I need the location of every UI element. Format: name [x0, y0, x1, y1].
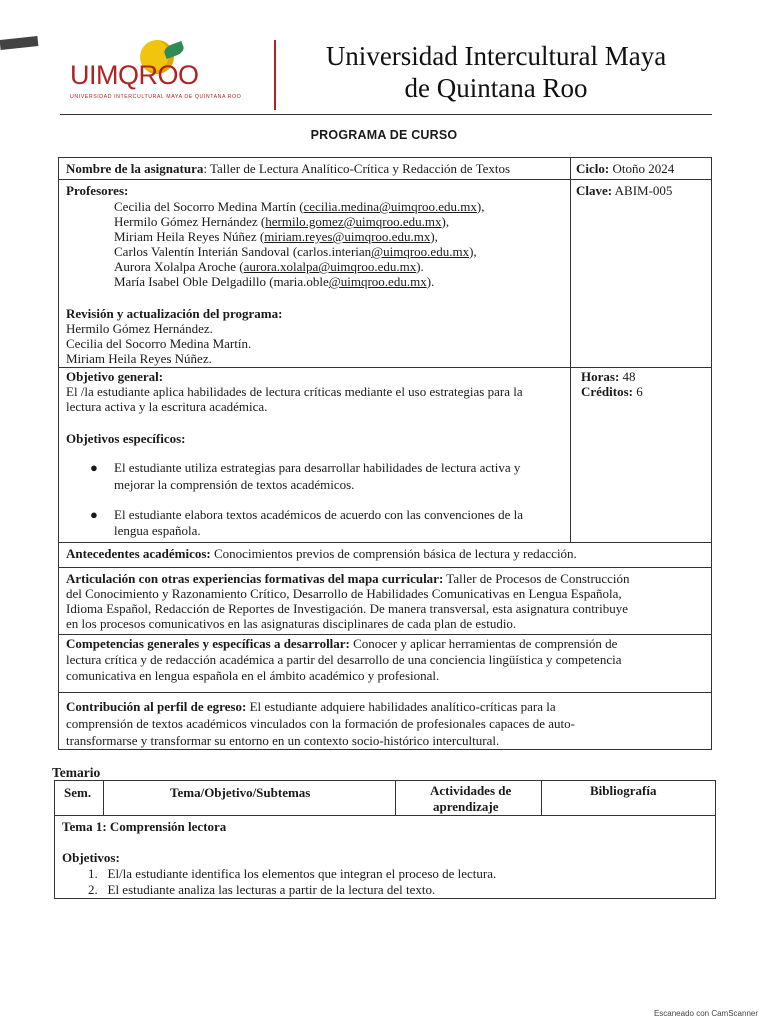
scanner-watermark: Escaneado con CamScanner	[653, 1009, 758, 1018]
specific-objectives-label: Objetivos específicos:	[66, 431, 186, 446]
scan-artifact	[0, 36, 38, 50]
key-row	[576, 183, 672, 199]
competencias-text: lectura crítica y de redacción académica a partir del desarrollo de una conciencia lingüística y competencia	[66, 652, 622, 667]
professor-item: Cecilia del Socorro Medina Martín (cecilia.medina@uimqroo.edu.mx),	[114, 199, 485, 214]
objetivos-label: Objetivos:	[62, 850, 120, 865]
contribucion-row: Contribución al perfil de egreso: El estudiante adquiere habilidades analítico-críticas para la	[66, 699, 556, 714]
temario-column-divider	[103, 780, 104, 815]
hours-value: 48	[619, 369, 636, 384]
header-rule	[60, 114, 712, 115]
articulacion-text: del Conocimiento y Razonamiento Crítico, Desarrollo de Habilidades Comunicativas en Lengua Española,	[66, 586, 622, 601]
temario-header-divider	[54, 815, 716, 816]
cycle-label: Ciclo:	[576, 161, 610, 176]
professor-item: María Isabel Oble Delgadillo (maria.oble@uimqroo.edu.mx).	[114, 274, 435, 289]
specific-objective: El estudiante elabora textos académicos de acuerdo con las convenciones de la	[114, 507, 523, 522]
university-line-1: Universidad Intercultural Maya	[325, 41, 667, 71]
document-title: PROGRAMA DE CURSO	[310, 128, 458, 142]
revision-person: Cecilia del Socorro Medina Martín.	[66, 336, 252, 351]
specific-objective: lengua española.	[114, 523, 201, 538]
temario-column-divider	[541, 780, 542, 815]
competencias-label: Competencias generales y específicas a desarrollar:	[66, 636, 350, 651]
table-row-divider	[58, 634, 712, 635]
revision-person: Hermilo Gómez Hernández.	[66, 321, 213, 336]
hours-row	[581, 369, 636, 385]
column-header-actividades: Actividades de	[430, 783, 512, 798]
antecedentes-label: Antecedentes académicos:	[66, 546, 211, 561]
table-row-divider	[58, 542, 712, 543]
temario-title: Temario	[52, 765, 101, 780]
logo-subtitle: UNIVERSIDAD INTERCULTURAL MAYA DE QUINTANA ROO	[70, 94, 242, 100]
articulacion-text: Idioma Español, Redacción de Reportes de Investigación. De manera transversal, esta asignatura contribuye	[66, 601, 629, 616]
objective-label: Objetivo general:	[66, 369, 164, 384]
professor-item: Carlos Valentín Interián Sandoval (carlos.interian@uimqroo.edu.mx),	[114, 244, 477, 259]
competencias-row: Competencias generales y específicas a desarrollar: Conocer y aplicar herramientas de comprensión de	[66, 636, 618, 651]
contribucion-text: comprensión de textos académicos vinculados con la formación de profesionales capaces de auto-	[66, 716, 575, 731]
cycle-row	[576, 161, 674, 177]
specific-objective: mejorar la comprensión de textos académicos.	[114, 477, 355, 492]
specific-objective: El estudiante utiliza estrategias para desarrollar habilidades de lectura activa y	[114, 460, 521, 475]
credits-label: Créditos:	[581, 384, 633, 399]
email-link[interactable]: aurora.xolalpa@uimqroo.edu.mx	[243, 259, 417, 274]
articulacion-text: en los procesos comunicativos en las asignaturas disciplinares de cada plan de estudio.	[66, 616, 517, 631]
antecedentes-row	[66, 546, 577, 562]
key-value: ABIM-005	[612, 183, 673, 198]
credits-row	[581, 384, 643, 400]
column-header-bibliografia: Bibliografía	[590, 783, 657, 798]
course-name-value: : Taller de Lectura Analítico-Crítica y Redacción de Textos	[203, 161, 511, 176]
header-divider	[274, 40, 276, 110]
email-link[interactable]: miriam.reyes@uimqroo.edu.mx	[264, 229, 431, 244]
key-label: Clave:	[576, 183, 613, 198]
university-line-2: de Quintana Roo	[404, 73, 588, 103]
table-row-divider	[58, 367, 712, 368]
course-name-label: Nombre de la asignatura	[66, 161, 204, 176]
articulacion-label: Articulación con otras experiencias formativas del mapa curricular:	[66, 571, 444, 586]
credits-value: 6	[633, 384, 643, 399]
email-link[interactable]: cecilia.medina@uimqroo.edu.mx	[303, 199, 477, 214]
column-header-actividades-2: aprendizaje	[433, 799, 499, 814]
column-header-sem: Sem.	[64, 785, 92, 800]
table-row-divider	[58, 692, 712, 693]
antecedentes-value: Conocimientos previos de comprensión básica de lectura y redacción.	[210, 546, 577, 561]
objetivo-item: 1. El/la estudiante identifica los elementos que integran el proceso de lectura.	[88, 866, 497, 881]
competencias-text: comunicativa en lengua española en el ámbito académico y profesional.	[66, 668, 440, 683]
tema-1-title: Tema 1: Comprensión lectora	[62, 819, 227, 834]
email-link[interactable]: hermilo.gomez@uimqroo.edu.mx	[265, 214, 442, 229]
professor-item: Aurora Xolalpa Aroche (aurora.xolalpa@uimqroo.edu.mx).	[114, 259, 424, 274]
professors-label: Profesores:	[66, 183, 129, 198]
professor-item: Hermilo Gómez Hernández (hermilo.gomez@uimqroo.edu.mx),	[114, 214, 450, 229]
table-row-divider	[58, 179, 712, 180]
cycle-value: Otoño 2024	[609, 161, 675, 176]
contribucion-label: Contribución al perfil de egreso:	[66, 699, 247, 714]
articulacion-row: Articulación con otras experiencias formativas del mapa curricular: Taller de Procesos de Construcción	[66, 571, 630, 586]
revision-label: Revisión y actualización del programa:	[66, 306, 283, 321]
contribucion-text: transformarse y transformar su entorno en un contexto socio-histórico intercultural.	[66, 733, 500, 748]
objective-text: El /la estudiante aplica habilidades de lectura críticas mediante el uso estrategias para la	[66, 384, 523, 399]
email-link[interactable]: @uimqroo.edu.mx	[371, 244, 470, 259]
objetivo-item: 2. El estudiante analiza las lecturas a partir de la lectura del texto.	[88, 882, 436, 897]
temario-column-divider	[395, 780, 396, 815]
university-logo	[66, 38, 271, 106]
bullet-icon: ●	[90, 460, 98, 475]
column-header-tema: Tema/Objetivo/Subtemas	[170, 785, 311, 800]
bullet-icon: ●	[90, 507, 98, 522]
email-link[interactable]: @uimqroo.edu.mx	[328, 274, 427, 289]
professor-item: Miriam Heila Reyes Núñez (miriam.reyes@uimqroo.edu.mx),	[114, 229, 438, 244]
revision-person: Miriam Heila Reyes Núñez.	[66, 351, 212, 366]
course-name-row	[66, 161, 510, 177]
objective-text: lectura activa y la escritura académica.	[66, 399, 268, 414]
table-row-divider	[58, 567, 712, 568]
hours-label: Horas:	[581, 369, 620, 384]
logo-text: UIMQROO	[70, 60, 199, 90]
table-column-divider	[570, 157, 571, 542]
university-name	[296, 40, 696, 104]
